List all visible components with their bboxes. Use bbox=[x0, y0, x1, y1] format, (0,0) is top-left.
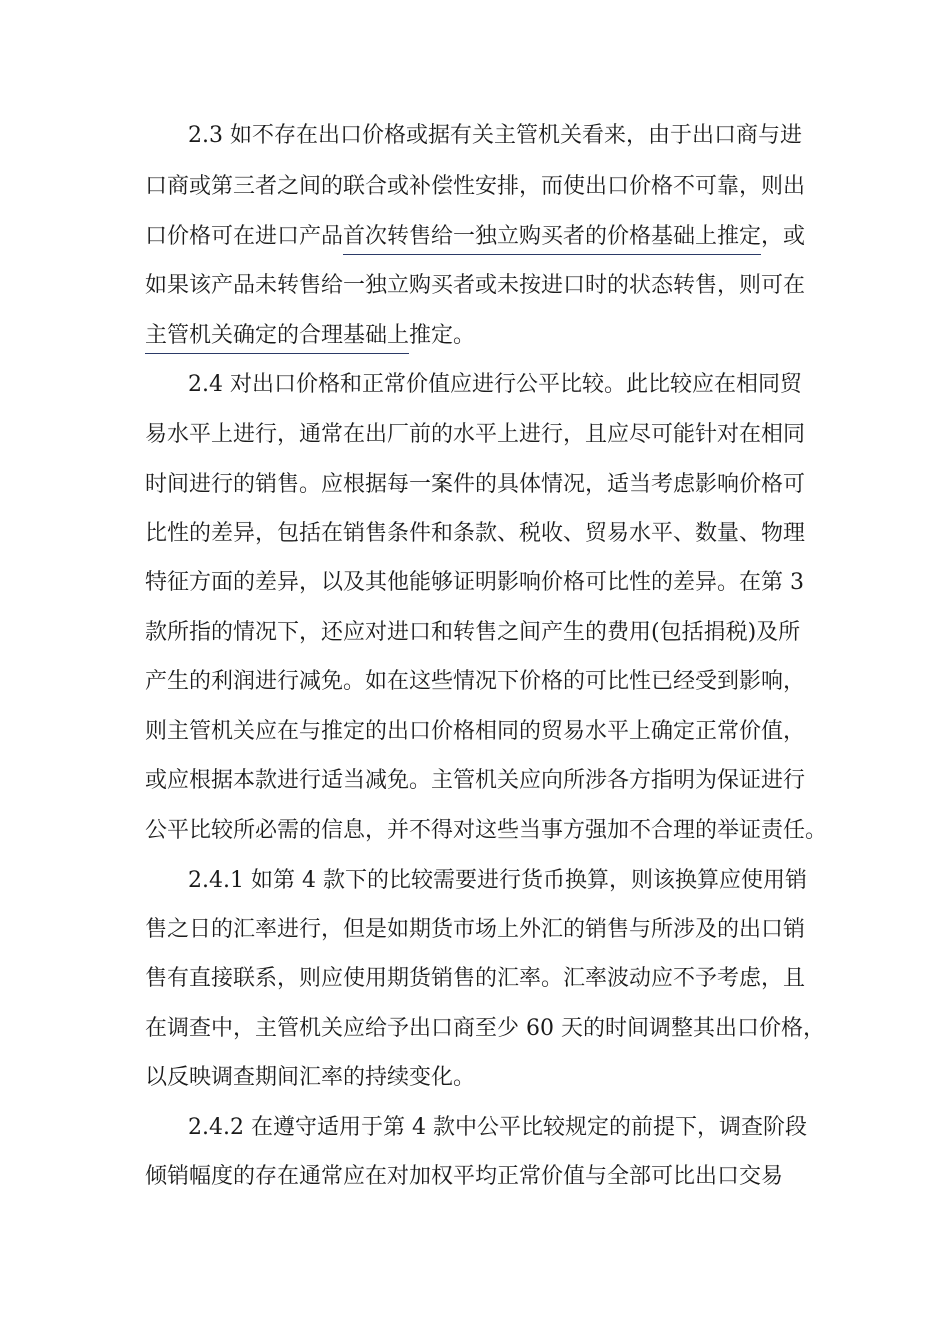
text-line: 时间进行的销售。应根据每一案件的具体情况，适当考虑影响价格可 bbox=[145, 472, 806, 497]
text-segment: 推定。 bbox=[409, 323, 476, 348]
text-line: 特征方面的差异，以及其他能够证明影响价格可比性的差异。在第 3 bbox=[145, 570, 804, 595]
text-line: 或应根据本款进行适当减免。主管机关应向所涉各方指明为保证进行 bbox=[145, 768, 806, 793]
text-line-with-underline bbox=[145, 222, 805, 252]
text-line: 易水平上进行，通常在出厂前的水平上进行，且应尽可能针对在相同 bbox=[145, 422, 806, 447]
text-line: 以反映调查期间汇率的持续变化。 bbox=[145, 1065, 476, 1090]
text-segment: ，或 bbox=[761, 224, 806, 249]
text-line: 口商或第三者之间的联合或补偿性安排，而使出口价格不可靠，则出 bbox=[145, 174, 806, 199]
text-line: 则主管机关应在与推定的出口价格相同的贸易水平上确定正常价值， bbox=[145, 719, 806, 744]
text-line: 2.4.2 在遵守适用于第 4 款中公平比较规定的前提下，调查阶段 bbox=[188, 1115, 807, 1140]
text-line: 公平比较所必需的信息，并不得对这些当事方强加不合理的举证责任。 bbox=[145, 818, 828, 843]
text-line: 售有直接联系，则应使用期货销售的汇率。汇率波动应不予考虑，且 bbox=[145, 966, 806, 991]
text-line: 在调查中，主管机关应给予出口商至少 60 天的时间调整其出口价格， bbox=[145, 1016, 825, 1041]
text-line: 2.4 对出口价格和正常价值应进行公平比较。此比较应在相同贸 bbox=[188, 372, 802, 397]
text-segment: 口价格可在进口产品 bbox=[145, 224, 344, 249]
underlined-text: 主管机关确定的合理基础上 bbox=[145, 323, 410, 348]
text-line: 产生的利润进行减免。如在这些情况下价格的可比性已经受到影响， bbox=[145, 669, 806, 694]
text-line: 2.3 如不存在出口价格或据有关主管机关看来，由于出口商与进 bbox=[188, 123, 802, 148]
text-line: 售之日的汇率进行，但是如期货市场上外汇的销售与所涉及的出口销 bbox=[145, 917, 806, 942]
text-line: 款所指的情况下，还应对进口和转售之间产生的费用(包括捐税)及所 bbox=[145, 620, 801, 645]
underlined-text: 首次转售给一独立购买者的价格基础上推定 bbox=[343, 224, 762, 249]
text-line-with-underline bbox=[145, 321, 475, 351]
text-line: 2.4.1 如第 4 款下的比较需要进行货币换算，则该换算应使用销 bbox=[188, 868, 807, 893]
text-line: 如果该产品未转售给一独立购买者或未按进口时的状态转售，则可在 bbox=[145, 273, 806, 298]
text-line: 比性的差异，包括在销售条件和条款、税收、贸易水平、数量、物理 bbox=[145, 521, 806, 546]
text-line: 倾销幅度的存在通常应在对加权平均正常价值与全部可比出口交易 bbox=[145, 1164, 784, 1189]
